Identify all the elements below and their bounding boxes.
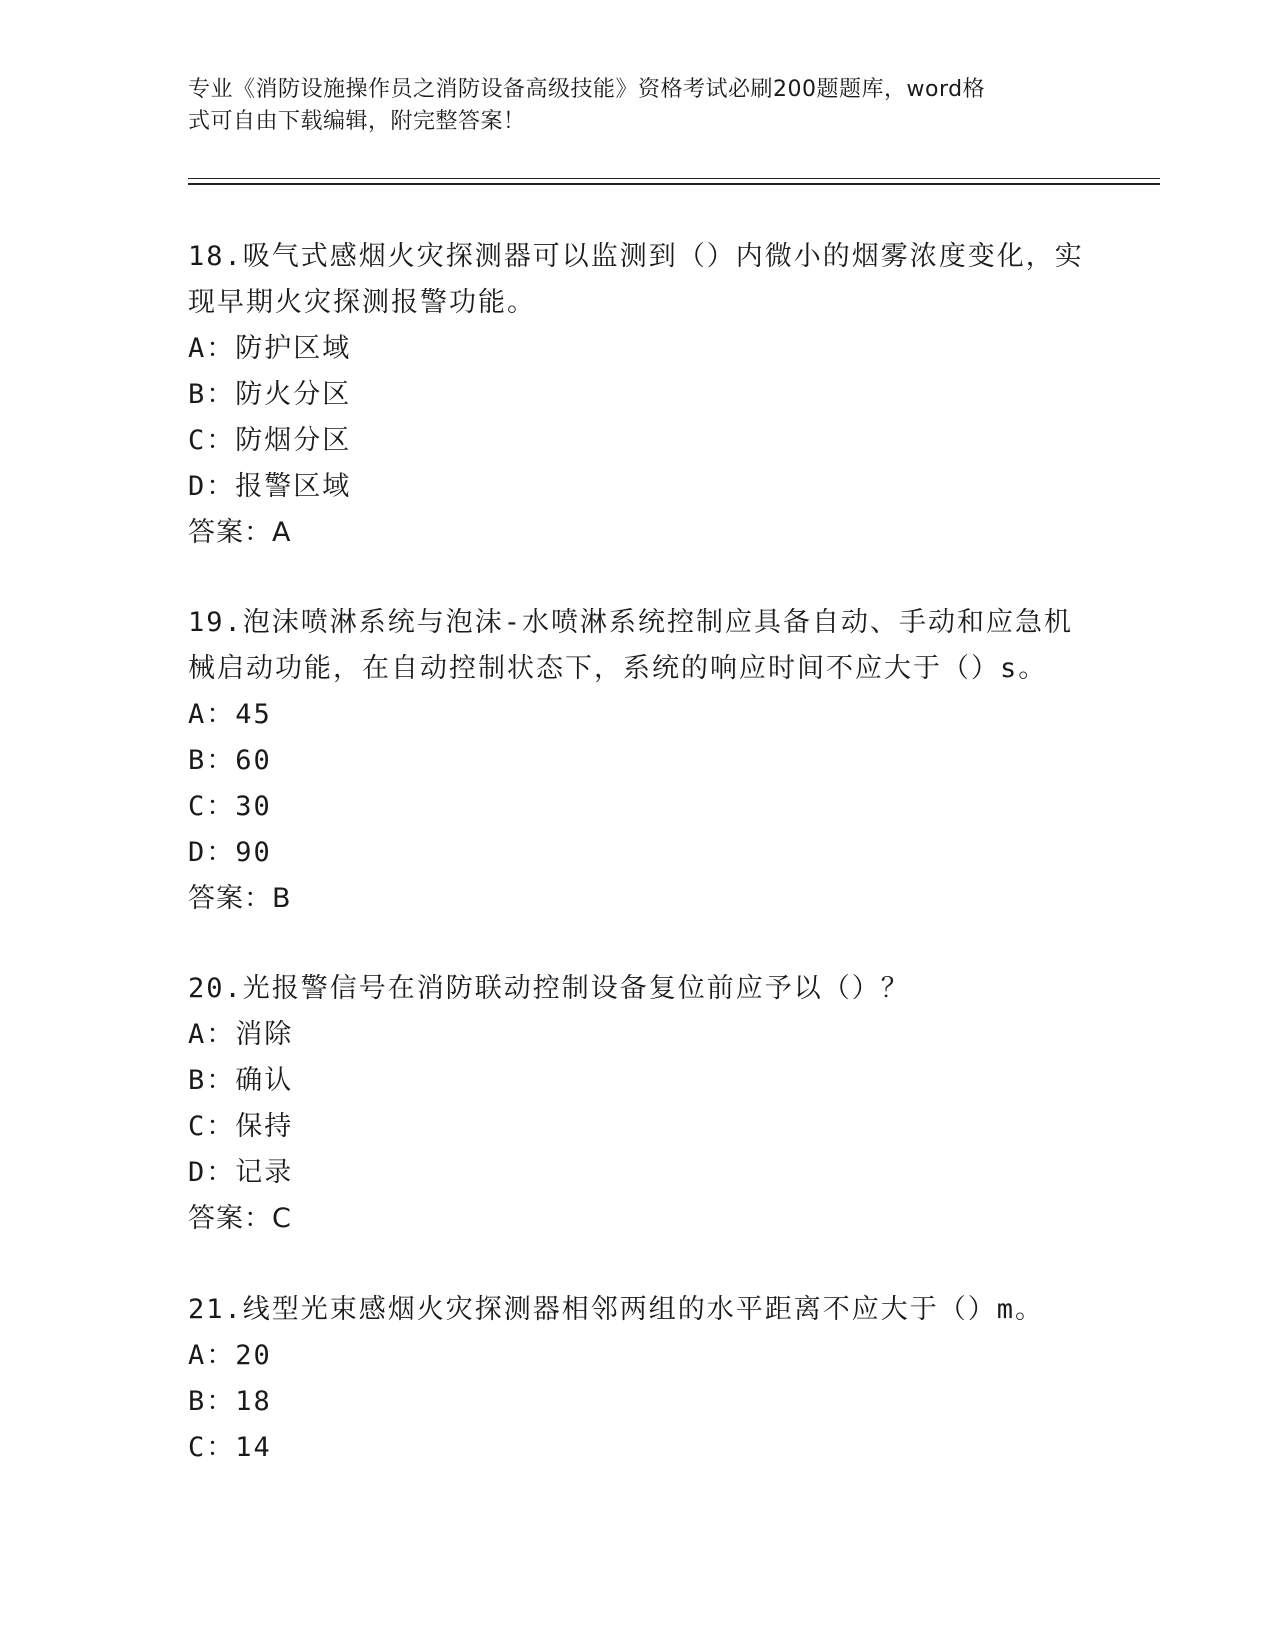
header-divider-thin xyxy=(188,178,1160,179)
question-stem-line: 20.光报警信号在消防联动控制设备复位前应予以（）？ xyxy=(188,973,910,1004)
question-21 xyxy=(188,1287,1088,1471)
answer: 答案：B xyxy=(188,883,292,914)
option-d: D：90 xyxy=(188,837,272,868)
answer: 答案：A xyxy=(188,517,292,548)
question-stem-line: 18.吸气式感烟火灾探测器可以监测到（）内微小的烟雾浓度变化，实 xyxy=(188,241,1084,272)
question-19 xyxy=(188,600,1088,922)
header-line-1: 专业《消防设施操作员之消防设备高级技能》资格考试必刷200题题库，word格 xyxy=(188,77,986,102)
question-18 xyxy=(188,234,1088,556)
option-a: A：消除 xyxy=(188,1019,294,1050)
option-a: A：20 xyxy=(188,1340,272,1371)
question-stem-line: 21.线型光束感烟火灾探测器相邻两组的水平距离不应大于（）m。 xyxy=(188,1294,1045,1325)
option-b: B：60 xyxy=(188,745,272,776)
option-d: D：记录 xyxy=(188,1157,294,1188)
question-stem-line: 19.泡沫喷淋系统与泡沫-水喷淋系统控制应具备自动、手动和应急机 xyxy=(188,607,1074,638)
document-header xyxy=(188,74,1088,138)
option-c: C：防烟分区 xyxy=(188,425,352,456)
question-stem-line: 现早期火灾探测报警功能。 xyxy=(188,287,536,318)
option-b: B：防火分区 xyxy=(188,379,352,410)
option-c: C：30 xyxy=(188,791,272,822)
option-d: D：报警区域 xyxy=(188,471,352,502)
header-divider-thick xyxy=(188,183,1160,185)
option-b: B：18 xyxy=(188,1386,272,1417)
option-a: A：防护区域 xyxy=(188,333,352,364)
option-a: A：45 xyxy=(188,699,272,730)
header-line-2: 式可自由下载编辑，附完整答案！ xyxy=(188,109,526,134)
question-20 xyxy=(188,966,1088,1242)
answer: 答案：C xyxy=(188,1203,292,1234)
option-c: C：14 xyxy=(188,1432,272,1463)
option-c: C：保持 xyxy=(188,1111,294,1142)
option-b: B：确认 xyxy=(188,1065,294,1096)
question-stem-line: 械启动功能，在自动控制状态下，系统的响应时间不应大于（）s。 xyxy=(188,653,1048,684)
